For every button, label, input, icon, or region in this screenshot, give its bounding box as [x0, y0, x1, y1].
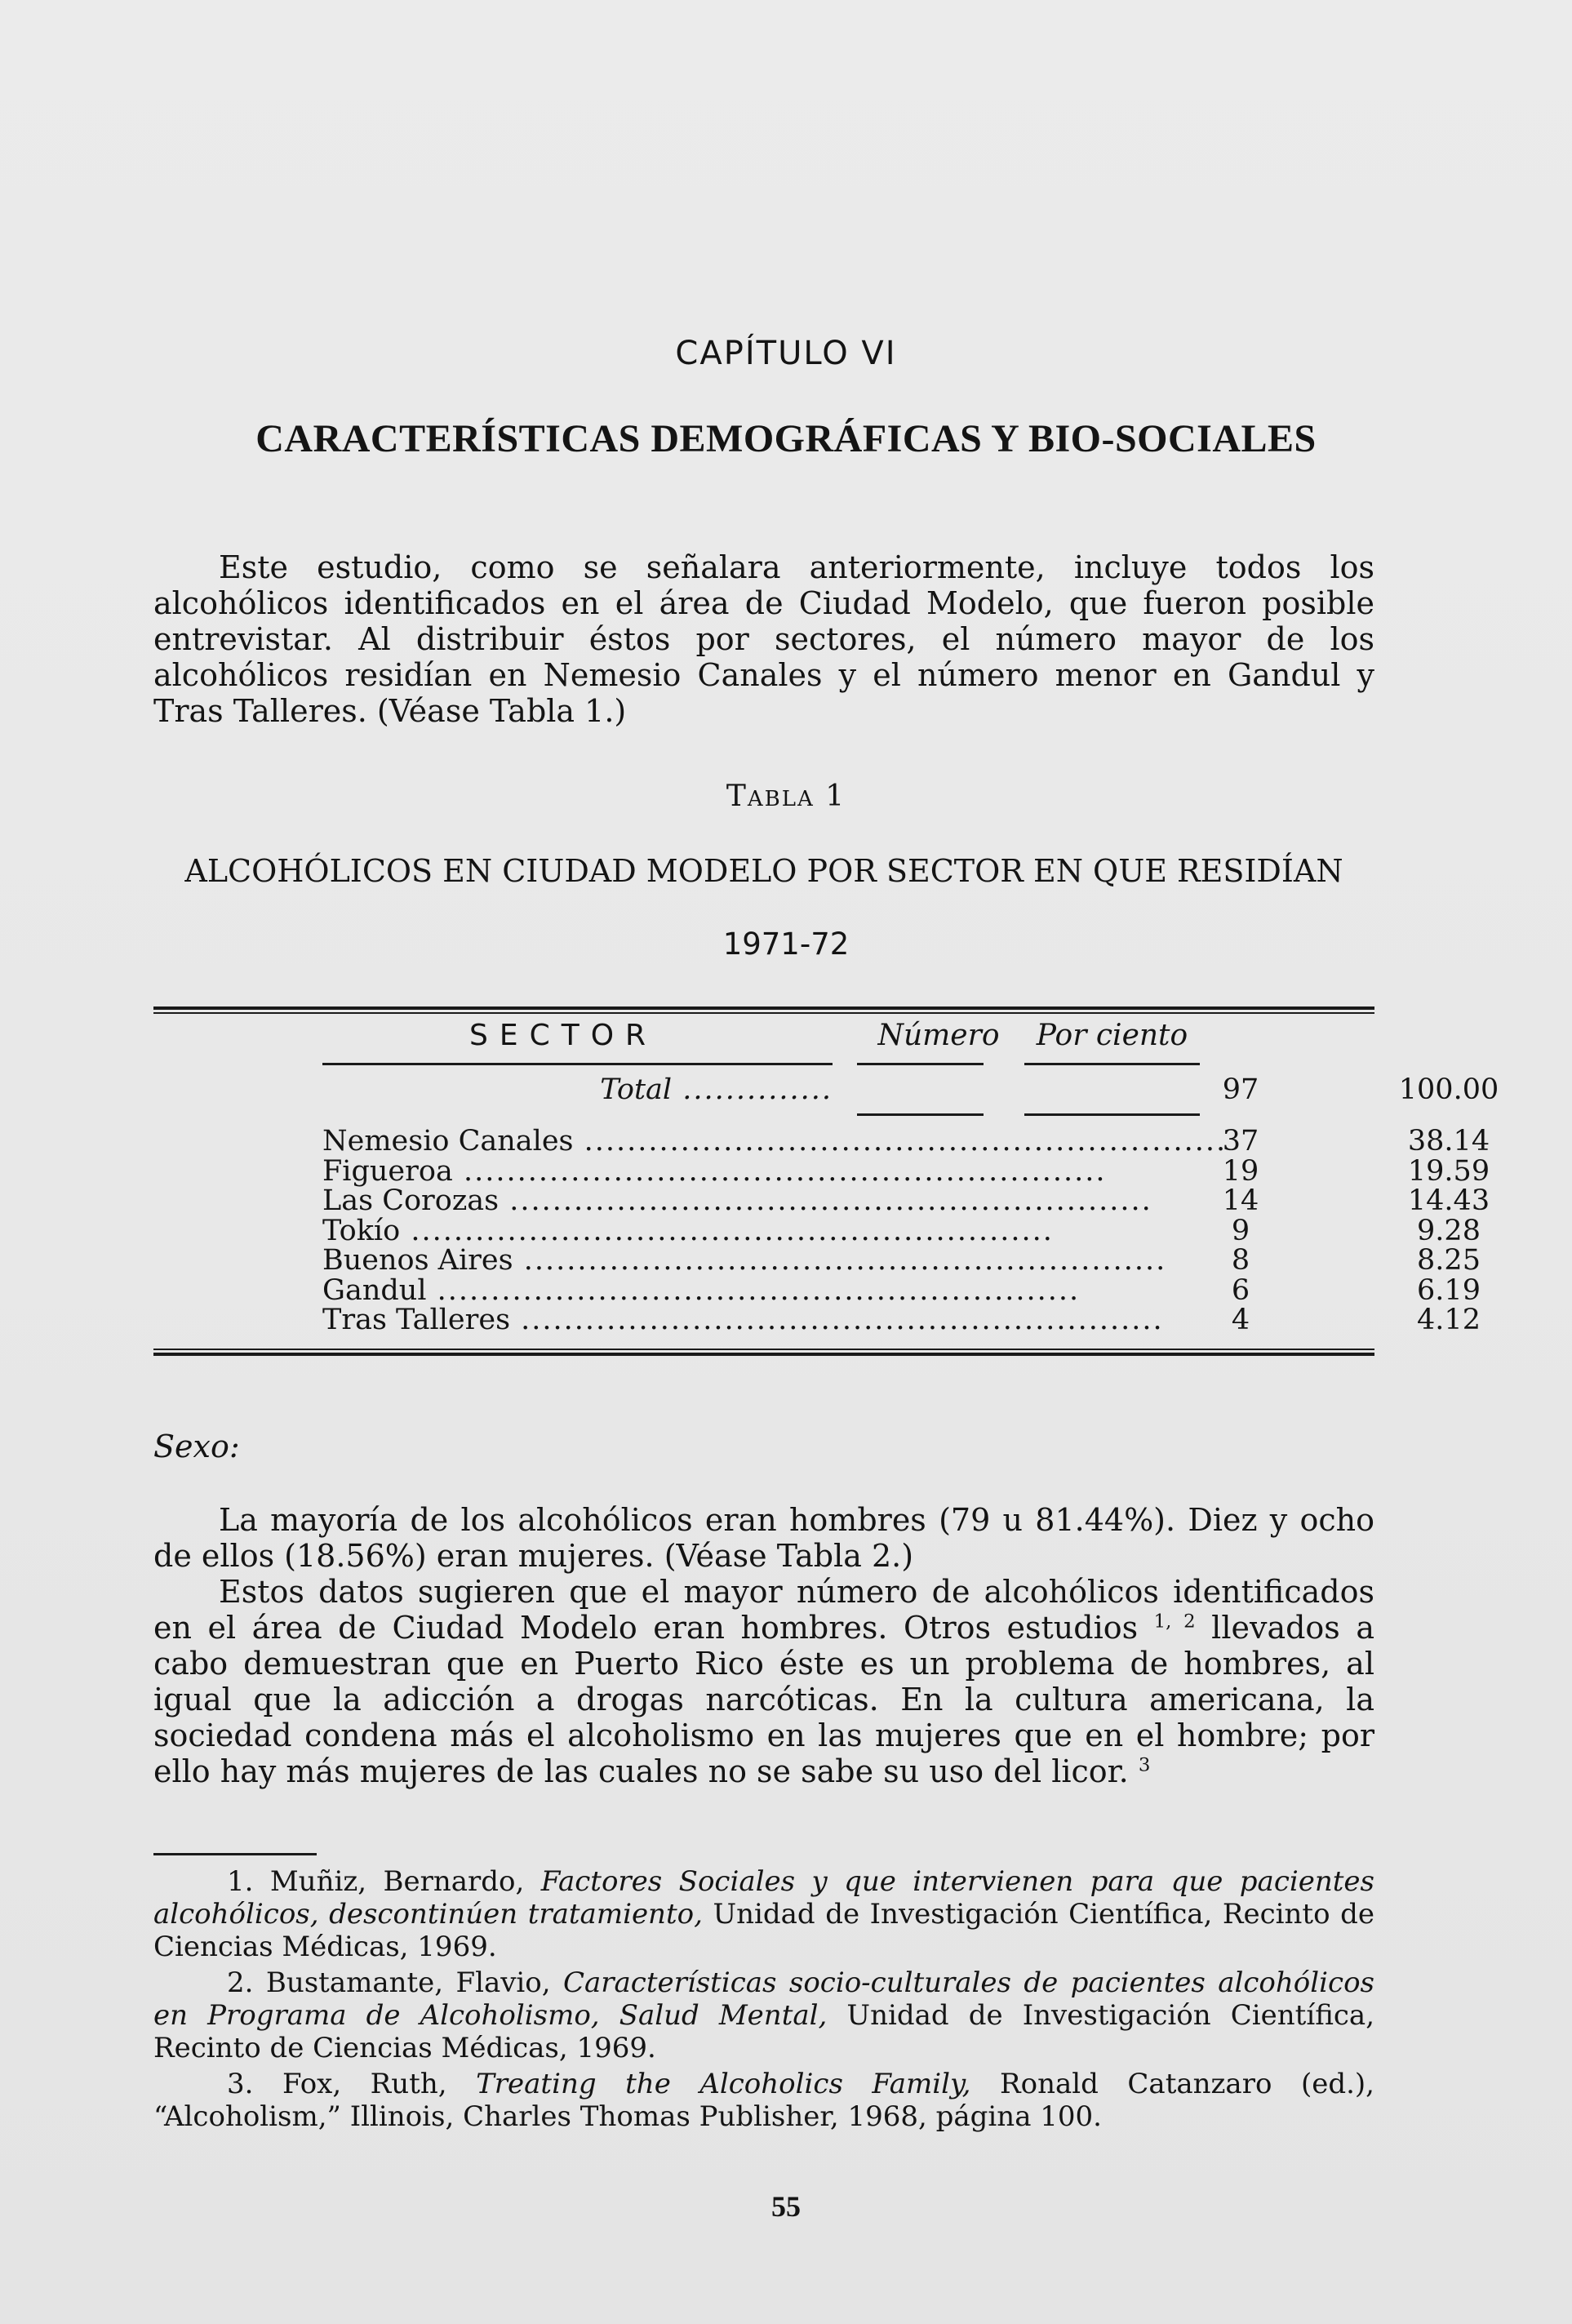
body-p2-b: llevados a cabo demuestran que en Puerto Rico éste es un problema de hombres, al igual que la adicción a drogas narcóticas. En la cultura americana, la sociedad condena más el alcoholismo en las mujeres que en el hombre; por ello hay más mujeres de las cuales no se sabe su uso del licor. — [153, 1610, 1374, 1789]
header-rule-sector — [322, 1063, 833, 1065]
footnote-3 — [153, 2068, 1374, 2133]
table-row — [322, 1273, 1481, 1307]
header-rule-pct — [1024, 1063, 1200, 1065]
footnote-2 — [153, 1966, 1374, 2064]
intro-paragraph — [153, 549, 1374, 729]
sector-name: Gandul — [322, 1273, 427, 1307]
sector-pct: 8.25 — [1417, 1244, 1481, 1277]
sector-pct: 6.19 — [1417, 1273, 1481, 1307]
chapter-heading: CAPÍTULO VI — [675, 335, 897, 372]
total-pct: 100.00 — [1398, 1073, 1499, 1106]
sector-numero: 37 — [1222, 1125, 1259, 1158]
sector-name: Tras Talleres — [322, 1304, 511, 1336]
sector-pct: 4.12 — [1417, 1304, 1481, 1336]
table-row-total — [322, 1073, 1499, 1106]
table-bottom-rule — [153, 1349, 1374, 1350]
total-rule-pct — [1024, 1113, 1200, 1116]
footnote-1 — [153, 1865, 1374, 1963]
total-rule-numero — [857, 1113, 984, 1116]
sector-name-cell: Buenos Aires ............................................................ — [322, 1244, 1167, 1277]
sector-numero: 6 — [1231, 1273, 1250, 1307]
sector-numero: 8 — [1231, 1244, 1250, 1277]
footnote-ref-1-2: 1, 2 — [1153, 1611, 1196, 1633]
sector-pct: 38.14 — [1407, 1125, 1490, 1158]
table-top-rule-thin — [153, 1012, 1374, 1014]
sector-name-cell: Tras Talleres ............................................................ — [322, 1304, 1164, 1336]
table-row — [322, 1304, 1481, 1336]
footnotes — [153, 1865, 1374, 2136]
total-label-cell: Total .............. — [600, 1073, 833, 1106]
table-row — [322, 1125, 1490, 1158]
total-label: Total — [600, 1073, 673, 1106]
header-sector: SECTOR — [469, 1019, 658, 1052]
table-row — [322, 1214, 1481, 1247]
sector-name-cell: Gandul ............................................................ — [322, 1273, 1081, 1307]
sector-name: Tokío — [322, 1214, 401, 1247]
footnote-rule — [153, 1853, 317, 1855]
sector-name: Buenos Aires — [322, 1244, 513, 1277]
body-p2-a: Estos datos sugieren que el mayor número de alcohólicos identificados en el área de Ciudad Modelo eran hombres. Otros estudios — [153, 1574, 1374, 1646]
sector-numero: 19 — [1222, 1154, 1259, 1188]
footnote-3-lead: 3. Fox, Ruth, — [227, 2068, 477, 2100]
table-label — [0, 780, 1572, 813]
sector-name: Figueroa — [322, 1154, 453, 1188]
footnote-1-title: Factores Sociales y que intervienen para que pacientes alcohólicos, descontinúen tratamiento, — [153, 1865, 1374, 1931]
table-year: 1971-72 — [722, 926, 850, 962]
footnote-ref-3: 3 — [1138, 1754, 1151, 1776]
body-paragraph-2 — [153, 1574, 1374, 1789]
table-title: ALCOHÓLICOS EN CIUDAD MODELO POR SECTOR EN QUE RESIDÍAN — [184, 853, 1343, 889]
footnote-3-tail: Ronald Catanzaro (ed.), “Alcoholism,” Illinois, Charles Thomas Publisher, 1968, página 100. — [153, 2068, 1374, 2133]
footnote-2-title: Características socio-culturales de pacientes alcohólicos en Programa de Alcoholismo, Salud Mental, — [153, 1966, 1374, 2032]
table-label-number: 1 — [825, 780, 846, 813]
sector-name-cell: Las Corozas ............................................................ — [322, 1184, 1152, 1217]
sector-numero: 14 — [1222, 1184, 1259, 1217]
header-numero: Número — [877, 1019, 1000, 1052]
footnote-1-lead: 1. Muñiz, Bernardo, — [227, 1865, 541, 1898]
page-number: 55 — [771, 2190, 801, 2223]
sector-name-cell: Nemesio Canales ............................................................ — [322, 1125, 1228, 1158]
sector-name: Nemesio Canales — [322, 1125, 574, 1158]
table-label-first: T — [726, 780, 748, 813]
section-heading-sexo: Sexo: — [153, 1429, 240, 1464]
footnote-2-lead: 2. Bustamante, Flavio, — [227, 1966, 563, 1999]
table-bottom-rule-thick — [153, 1353, 1374, 1356]
footnote-1-tail: Unidad de Investigación Científica, Recinto de Ciencias Médicas, 1969. — [153, 1898, 1374, 1963]
header-por-ciento: Por ciento — [1036, 1019, 1188, 1052]
header-rule-numero — [857, 1063, 984, 1065]
sector-numero: 9 — [1231, 1214, 1250, 1247]
sector-name: Las Corozas — [322, 1184, 500, 1217]
sector-numero: 4 — [1231, 1304, 1250, 1336]
footnote-2-tail: Unidad de Investigación Científica, Recinto de Ciencias Médicas, 1969. — [153, 1999, 1374, 2064]
footnote-3-title: Treating the Alcoholics Family, — [476, 2068, 971, 2100]
table-row — [322, 1244, 1481, 1277]
table-row — [322, 1154, 1490, 1188]
sector-name-cell: Tokío ............................................................ — [322, 1214, 1054, 1247]
chapter-title: CARACTERÍSTICAS DEMOGRÁFICAS Y BIO-SOCIALES — [255, 417, 1317, 460]
sector-name-cell: Figueroa ............................................................ — [322, 1154, 1107, 1188]
total-numero: 97 — [1222, 1073, 1259, 1106]
table-row — [322, 1184, 1490, 1217]
sector-pct: 9.28 — [1417, 1214, 1481, 1247]
table-top-rule — [153, 1006, 1374, 1010]
intro-text: Este estudio, como se señalara anteriormente, incluye todos los alcohólicos identificados en el área de Ciudad Modelo, que fueron posible entrevistar. Al distribuir éstos por sectores, el número mayor de los alcohólicos residían en Nemesio Canales y el número menor en Gandul y Tras Talleres. (Véase Tabla 1.) — [153, 549, 1374, 729]
sector-pct: 14.43 — [1407, 1184, 1490, 1217]
body-paragraph-1: La mayoría de los alcohólicos eran hombres (79 u 81.44%). Diez y ocho de ellos (18.56%) eran mujeres. (Véase Tabla 2.) — [153, 1502, 1374, 1574]
sector-pct: 19.59 — [1407, 1154, 1490, 1188]
body-text — [153, 1502, 1374, 1789]
table-label-rest: ABLA — [747, 787, 815, 811]
